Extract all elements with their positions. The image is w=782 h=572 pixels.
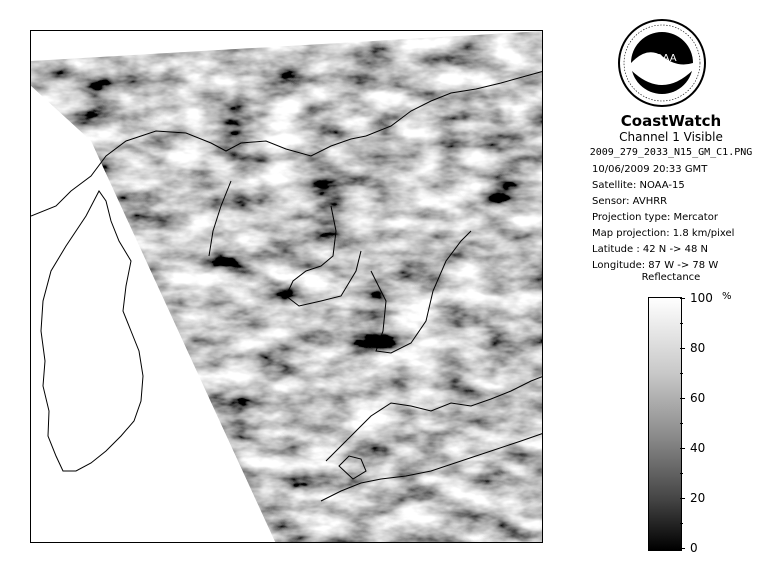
satellite-label: Satellite: NOAA-15 — [592, 180, 685, 191]
map-projection-label: Map projection: 1.8 km/pixel — [592, 228, 735, 239]
colorbar-label-80: 80 — [690, 341, 706, 355]
acquisition-datetime: 10/06/2009 20:33 GMT — [592, 164, 708, 175]
colorbar-label-40: 40 — [690, 441, 706, 455]
colorbar-tick — [680, 298, 685, 299]
reflectance-colorbar — [648, 297, 682, 551]
colorbar-label-0: 0 — [690, 541, 698, 555]
longitude-label: Longitude: 87 W -> 78 W — [592, 260, 719, 271]
logo-text: NOAA — [647, 53, 677, 64]
colorbar-minor-tick — [680, 323, 683, 324]
colorbar-label-20: 20 — [690, 491, 706, 505]
colorbar-label-60: 60 — [690, 391, 706, 405]
channel-title: Channel 1 Visible — [619, 130, 723, 144]
colorbar-tick — [680, 448, 685, 449]
legend-unit: % — [722, 291, 732, 302]
colorbar-label-100: 100 — [690, 291, 713, 305]
map-canvas — [31, 31, 543, 543]
file-name: 2009_279_2033_N15_GM_C1.PNG — [589, 147, 753, 158]
satellite-image — [30, 30, 543, 543]
latitude-label: Latitude : 42 N -> 48 N — [592, 244, 708, 255]
colorbar-tick — [680, 348, 685, 349]
sensor-label: Sensor: AVHRR — [592, 196, 668, 207]
colorbar-minor-tick — [680, 473, 683, 474]
brand-title: CoastWatch — [620, 112, 722, 130]
colorbar-tick — [680, 398, 685, 399]
colorbar-tick — [680, 548, 685, 549]
noaa-logo-icon — [617, 18, 707, 108]
colorbar-minor-tick — [680, 423, 683, 424]
colorbar-minor-tick — [680, 373, 683, 374]
colorbar-tick — [680, 498, 685, 499]
legend-title: Reflectance — [641, 272, 701, 283]
colorbar-minor-tick — [680, 523, 683, 524]
noaa-logo — [617, 18, 707, 108]
projection-type-label: Projection type: Mercator — [592, 212, 718, 223]
